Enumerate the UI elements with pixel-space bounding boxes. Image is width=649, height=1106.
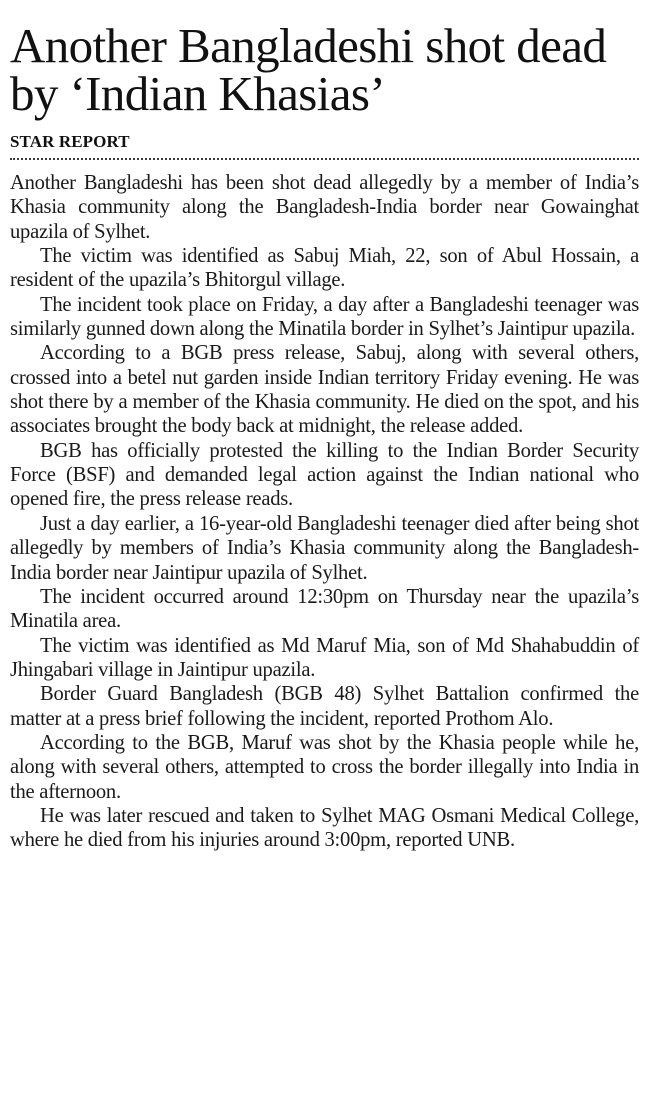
paragraph: BGB has officially protested the killing to the Indian Border Security Force (BSF) and demanded legal action against the Indian national who opened fire, the press release reads.	[10, 439, 639, 511]
paragraph: According to a BGB press release, Sabuj, along with several others, crossed into a betel nut garden inside Indian territory Friday evening. He was shot there by a member of the Khasia community. He died on the spot, and his associates brought the body back at midnight, the release added.	[10, 342, 639, 438]
paragraph: Just a day earlier, a 16-year-old Bangladeshi teenager died after being shot allegedly by members of India’s Khasia community along the Bangladesh-India border near Jaintipur upazila of Sylhet.	[10, 512, 639, 584]
dotted-divider	[10, 158, 639, 160]
news-article	[10, 18, 639, 853]
paragraph: According to the BGB, Maruf was shot by the Khasia people while he, along with several others, attempted to cross the border illegally into India in the afternoon.	[10, 731, 639, 803]
article-body	[10, 171, 639, 853]
paragraph: The incident occurred around 12:30pm on Thursday near the upazila’s Minatila area.	[10, 585, 639, 633]
paragraph: The victim was identified as Md Maruf Mia, son of Md Shahabuddin of Jhingabari village in Jaintipur upazila.	[10, 634, 639, 681]
paragraph: Border Guard Bangladesh (BGB 48) Sylhet Battalion confirmed the matter at a press brief following the incident, reported Prothom Alo.	[10, 683, 639, 730]
headline: Another Bangladeshi shot dead by ‘Indian Khasias’	[10, 18, 607, 121]
paragraph: The victim was identified as Sabuj Miah, 22, son of Abul Hossain, a resident of the upazila’s Bhitorgul village.	[10, 245, 639, 292]
paragraph: He was later rescued and taken to Sylhet MAG Osmani Medical College, where he died from his injuries around 3:00pm, reported UNB.	[10, 804, 639, 852]
paragraph: Another Bangladeshi has been shot dead allegedly by a member of India’s Khasia community along the Bangladesh-India border near Gowainghat upazila of Sylhet.	[10, 172, 639, 243]
byline: STAR REPORT	[10, 132, 130, 151]
paragraph: The incident took place on Friday, a day after a Bangladeshi teenager was similarly gunned down along the Minatila border in Sylhet’s Jaintipur upazila.	[10, 293, 639, 341]
